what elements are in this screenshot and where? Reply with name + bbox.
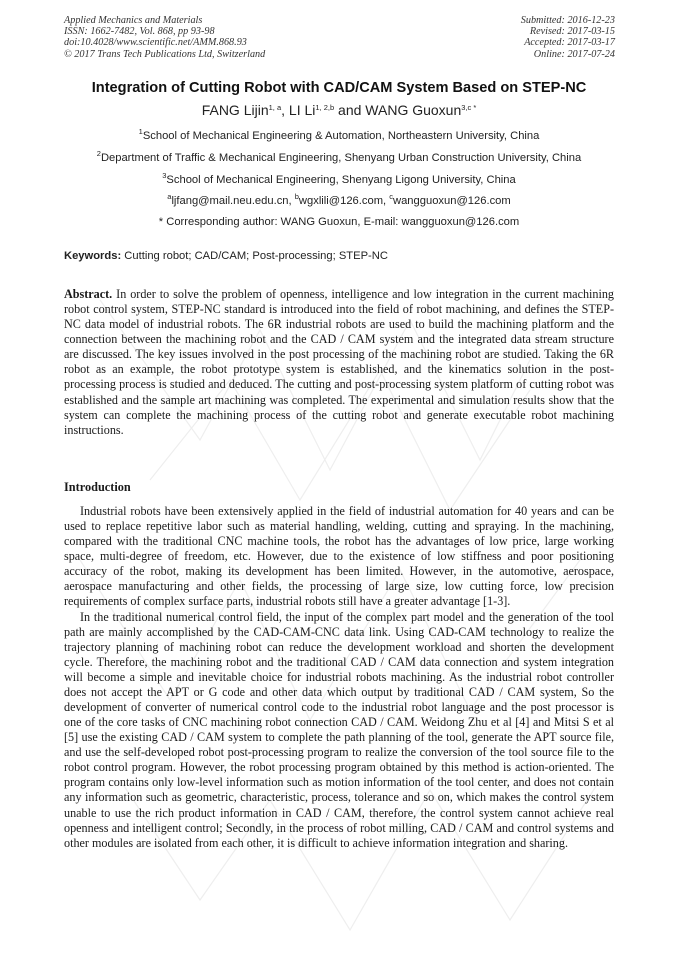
paragraph: Industrial robots have been extensively applied in the field of industrial automation for 40 years and can be used to replace repetitive labor such as material handling, welding, cutting and spraying. In the machining, compared with the traditional CNC machine tools, the robot has the advantages of low price, large working space, multi-degree of freedom, etc. However, due to the existence of low stiffness and poor positioning accuracy of the robot, making its development has been limited. However, in the automotive, aerospace, aerospace manufacturing and other fields, the processing of large size, low cutting force, low precision requirements of complex surface parts, industrial robots still have a greater advantage [1-3]. bbox=[64, 504, 614, 609]
journal-name: Applied Mechanics and Materials bbox=[64, 15, 203, 26]
affiliation-text: School of Mechanical Engineering, Shenyang Ligong University, China bbox=[166, 174, 516, 186]
issn-line: ISSN: 1662-7482, Vol. 868, pp 93-98 bbox=[64, 26, 215, 38]
author-separator: and bbox=[334, 102, 366, 118]
keywords bbox=[64, 250, 614, 262]
author-separator: , bbox=[281, 102, 289, 118]
affiliation-text: School of Mechanical Engineering & Automation, Northeastern University, China bbox=[142, 130, 540, 142]
corresponding-author: * Corresponding author: WANG Guoxun, E-mail: wangguoxun@126.com bbox=[158, 216, 520, 228]
introduction-body bbox=[64, 504, 614, 851]
email-link[interactable]: wangguoxun@126.com bbox=[393, 195, 511, 207]
email-mark: c bbox=[389, 192, 393, 201]
author-name: LI Li bbox=[288, 102, 316, 118]
author-name: FANG Lijin bbox=[201, 102, 269, 118]
affiliation-2 bbox=[0, 149, 678, 164]
affiliation-mark: 3 bbox=[162, 171, 167, 180]
doi-line: doi:10.4028/www.scientific.net/AMM.868.93 bbox=[64, 37, 247, 49]
keywords-label: Keywords: bbox=[64, 250, 122, 262]
email-mark: a bbox=[167, 192, 172, 201]
submitted-date: Submitted: 2016-12-23 bbox=[520, 15, 615, 26]
abstract-text: In order to solve the problem of openness, intelligence and low integration in the current machining robot control system, STEP-NC standard is introduced into the field of robot machining, and defines the STEP-NC data model of industrial robots. The 6R industrial robots are used to build the machining platform and the connection between the machining robot and the CAD / CAM system and the integrated data stream structure are discussed. The key issues involved in the post processing of the machining robot are studied. Taking the 6R robot as an example, the robot prototype system is established, and the kinematics solution in the post-processing process is studied and deduced. The cutting and post-processing system platform of cutting robot was established and the sample art machining was completed. The experimental and simulation results show that the system can complete the machining process of the cutting robot and generate executable robot machining instructions. bbox=[64, 287, 614, 437]
publication-dates bbox=[521, 15, 615, 60]
email-link[interactable]: ljfang@mail.neu.edu.cn, bbox=[171, 195, 295, 207]
section-heading: Introduction bbox=[64, 480, 131, 494]
accepted-date: Accepted: 2017-03-17 bbox=[524, 37, 615, 49]
email-link[interactable]: wgxlili@126.com, bbox=[298, 195, 390, 207]
author-affiliation-mark: 3,c * bbox=[461, 103, 477, 112]
affiliation-mark: 1 bbox=[138, 127, 143, 136]
revised-date: Revised: 2017-03-15 bbox=[529, 26, 615, 38]
author-name: WANG Guoxun bbox=[365, 102, 462, 118]
author-emails bbox=[0, 192, 678, 207]
author-affiliation-mark: 1, 2,b bbox=[315, 103, 335, 112]
affiliation-mark: 2 bbox=[96, 149, 101, 158]
paper-title: Integration of Cutting Robot with CAD/CAM System Based on STEP-NC bbox=[91, 80, 587, 96]
affiliation-1 bbox=[0, 127, 678, 142]
abstract bbox=[64, 287, 614, 438]
abstract-label: Abstract. bbox=[64, 287, 113, 301]
author-list bbox=[0, 102, 678, 118]
journal-info bbox=[64, 15, 265, 60]
paragraph: In the traditional numerical control field, the input of the complex part model and the generation of the tool path are mainly accomplished by the CAD-CAM-CNC data link. Using CAD-CAM technology to realize the trajectory planning of machining robot can reduce the development workload and shorten the development cycle. Therefore, the machining robot and the traditional CAD / CAM data connection and system integration will become a simple and inevitable choice for industrial robots machining. As the industrial robot controller does not accept the APT or G code and other data which output by traditional CAD / CAM system, So the development of converter of numerical control code to the industrial robot language and the post processor is one of the core tasks of CNC machining robot connection CAD / CAM. Weidong Zhu et al [4] and Mitsi S et al [5] use the existing CAD / CAM system to complete the path planning of the tool, generate the APT source file, and use the self-developed robot post-processing program to realize the conversion of the tool source file to the robot control program. However, the robot processing program obtained by this method is action-oriented. The program contains only low-level information such as motion information of the tool center, and does not contain any information such as geometric, characteristic, process, tolerance and so on, which makes the control system unable to use the rich product information in CAD / CAM, therefore, the control system cannot achieve real openness and intelligent control; Secondly, in the process of robot milling, CAD / CAM and control systems and other modules are isolated from each other, it is difficult to achieve information integration and sharing. bbox=[64, 609, 614, 850]
author-affiliation-mark: 1, a bbox=[268, 103, 282, 112]
affiliation-text: Department of Traffic & Mechanical Engineering, Shenyang Urban Construction University, China bbox=[100, 152, 582, 164]
online-date: Online: 2017-07-24 bbox=[533, 48, 615, 60]
affiliation-3 bbox=[0, 171, 678, 186]
email-mark: b bbox=[294, 192, 299, 201]
keywords-text: Cutting robot; CAD/CAM; Post-processing; STEP-NC bbox=[121, 250, 388, 262]
copyright-line: © 2017 Trans Tech Publications Ltd, Switzerland bbox=[64, 48, 266, 60]
